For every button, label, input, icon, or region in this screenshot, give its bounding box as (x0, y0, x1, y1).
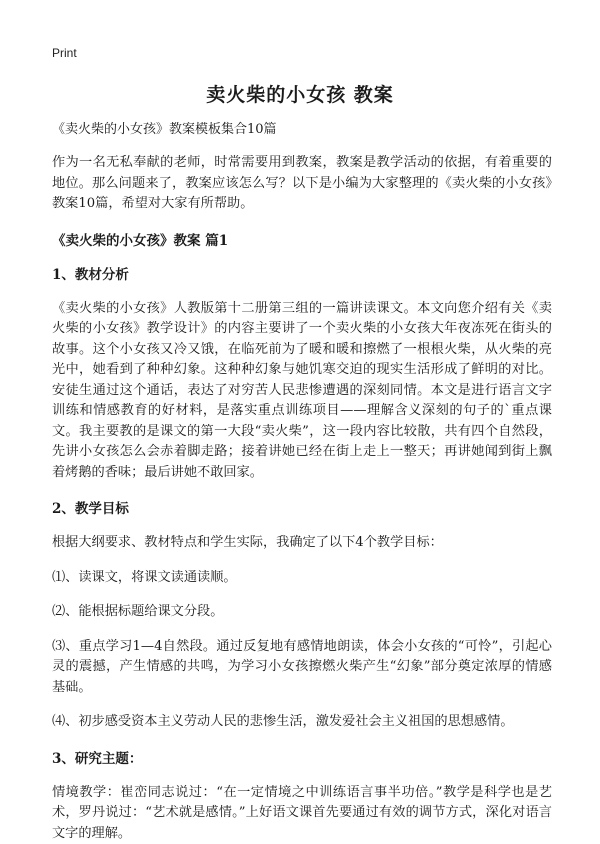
goal-item-3: ⑶、重点学习1—4自然段。通过反复地有感情地朗读，体会小女孩的“可怜”，引起心灵的震撼，产生情感的共鸣，为学习小女孩擦燃火柴产生“幻象”部分奠定浓厚的情感基础。 (52, 637, 552, 699)
intro-paragraph: 作为一名无私奉献的老师，时常需要用到教案，教案是教学活动的依据，有着重要的地位。那么问题来了，教案应该怎么写？以下是小编为大家整理的《卖火柴的小女孩》教案10篇，希望对大家有所帮助。 (52, 153, 552, 215)
analysis-paragraph: 《卖火柴的小女孩》人教版第十二册第三组的一篇讲读课文。本文向您介绍有关《卖火柴的小女孩》教学设计》的内容主要讲了一个卖火柴的小女孩大年夜冻死在街头的故事。这个小女孩又冷又饿，在临死前为了暖和暖和擦燃了一根根火柴，从火柴的亮光中，她看到了种种幻象。这种种幻象与她饥寒交迫的现实生活形成了鲜明的对比。安徒生通过这个通话，表达了对穷苦人民悲惨遭遇的深刻同情。本文是进行语言文字训练和情感教育的好材料，是落实重点训练项目——理解含义深刻的句子的`重点课文。我主要教的是课文的第一大段“卖火柴”，这一段内容比较散，共有四个自然段，先讲小女孩怎么会赤着脚走路；接着讲她已经在街上走上一整天；再讲她闻到街上飘着烤鹅的香味；最后讲她不敢回家。 (52, 299, 552, 484)
goal-item-2: ⑵、能根据标题给课文分段。 (52, 602, 552, 623)
goals-heading: 2、教学目标 (52, 499, 552, 519)
research-heading: 3、研究主题： (52, 749, 552, 769)
goal-item-1: ⑴、读课文，将课文读通读顺。 (52, 568, 552, 589)
print-link[interactable]: Print (52, 46, 77, 60)
document-subtitle: 《卖火柴的小女孩》教案模板集合10篇 (52, 121, 552, 139)
section-title: 《卖火柴的小女孩》教案 篇1 (52, 231, 552, 251)
analysis-heading: 1、教材分析 (52, 265, 552, 285)
goals-intro: 根据大纲要求、教材特点和学生实际，我确定了以下4个教学目标： (52, 533, 552, 554)
goal-item-4: ⑷、初步感受资本主义劳动人民的悲惨生活，激发爱社会主义祖国的思想感情。 (52, 712, 552, 733)
document-title: 卖火柴的小女孩 教案 (0, 80, 600, 107)
document-body (52, 121, 552, 844)
research-paragraph: 情境教学：崔峦同志说过：“在一定情境之中训练语言事半功倍。”教学是科学也是艺术，罗丹说过：“艺术就是感情。”上好语文课首先要通过有效的调节方式，深化对语言文字的理解。 (52, 783, 552, 844)
